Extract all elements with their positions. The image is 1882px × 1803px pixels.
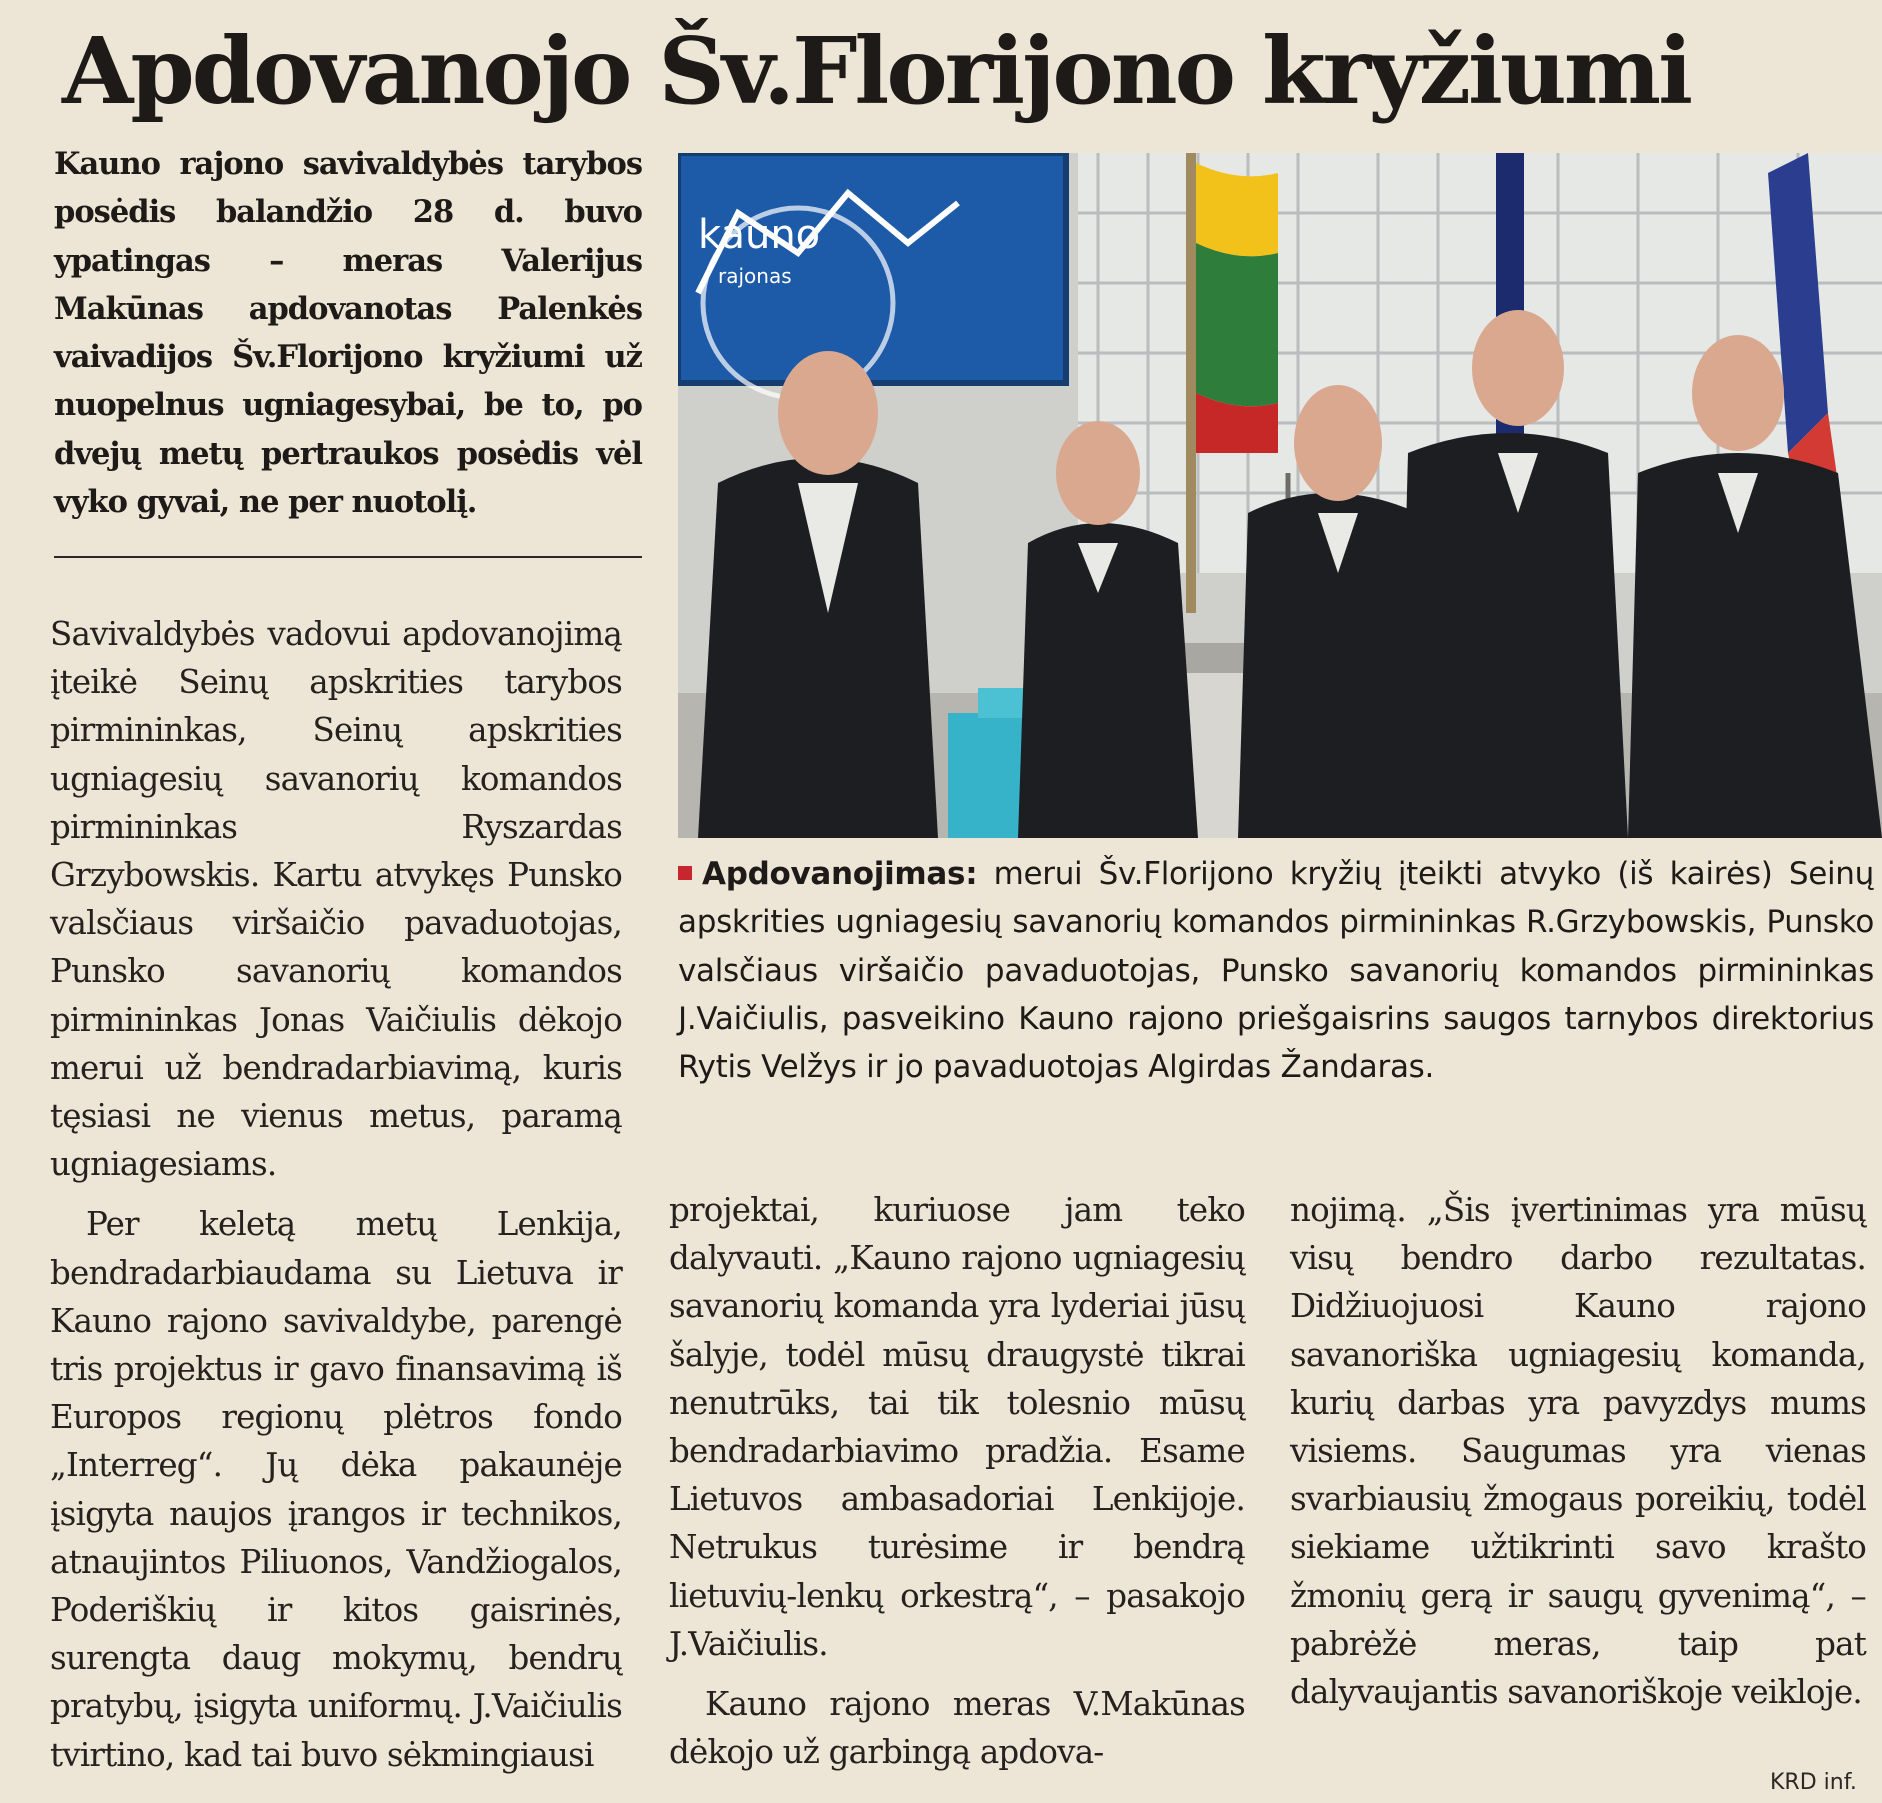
caption-label: Apdovanojimas: (702, 856, 978, 892)
photo-illustration (678, 153, 1882, 838)
screen-logo-line1: kauno (698, 212, 821, 258)
screen-logo-line2: rajonas (718, 264, 792, 288)
headline: Apdovanojo Šv.Florijono kryžiumi (62, 17, 1691, 125)
body-column-2 (669, 1186, 1245, 1776)
body-paragraph: Savivaldybės vadovui apdovanojimą įteikė Seinų apskrities tarybos pirmininkas, Seinų apskrities ugniagesių savanorių komandos pirmininkas Ryszardas Grzybowskis. Kartu atvykęs Punsko valsčiaus viršaičio pavaduotojas, Punsko savanorių komandos pirmininkas Jonas Vaičiulis dėkojo merui už bendradarbiavimą, kuris tęsiasi ne vienus metus, paramą ugniagesiams. (50, 615, 622, 1184)
body-column-3 (1290, 1186, 1866, 1716)
body-paragraph: projektai, kuriuose jam teko dalyvauti. „Kauno rajono ugniagesių savanorių komanda yra lyderiai jūsų šalyje, todėl mūsų draugystė tikrai nenutrūks, tai tik tolesnio mūsų bendradarbiavimo pradžia. Esame Lietuvos ambasadoriai Lenkijoje. Netrukus turėsime ir bendrą lietuvių-lenkų orkestrą“, – pasakojo J.Vaičiulis. (669, 1191, 1245, 1663)
caption-text: merui Šv.Florijono kryžių įteikti atvyko (iš kairės) Seinų apskrities ugniagesių savanorių komandos pirmininkas R.Grzybowskis, Punsko valsčiaus viršaičio pavaduotojas, Punsko savanorių komandos pirmininkas J.Vaičiulis, pasveikino Kauno rajono priešgaisrins saugos tarnybos direktorius Rytis Velžys ir jo pavaduotojas Algirdas Žandaras. (678, 856, 1874, 1086)
photo-caption (678, 850, 1874, 1091)
article-credit: KRD inf. (1770, 1770, 1857, 1795)
body-paragraph: Per keletą metų Lenkija, bendradarbiaudama su Lietuva ir Kauno rajono savivaldybe, parengė tris projektus ir gavo finansavimą iš Europos regionų plėtros fondo „Interreg“. Jų dėka pakaunėje įsigyta naujos įrangos ir technikos, atnaujintos Piliuonos, Vandžiogalos, Poderiškių ir kitos gaisrinės, surengta daug mokymų, bendrų pratybų, įsigyta uniformų. J.Vaičiulis tvirtino, kad tai buvo sėkmingiausi (50, 1205, 622, 1774)
body-paragraph: nojimą. „Šis įvertinimas yra mūsų visų bendro darbo rezultatas. Didžiuojuosi Kauno rajono savanoriška ugniagesių komanda, kurių darbas yra pavyzdys mums visiems. Saugumas yra vienas svarbiausių žmogaus poreikių, todėl siekiame užtikrinti savo krašto žmonių gerą ir saugų gyvenimą“, – pabrėžė meras, taip pat dalyvaujantis savanoriškoje veikloje. (1290, 1191, 1866, 1712)
body-paragraph: Kauno rajono meras V.Makūnas dėkojo už garbingą apdova- (669, 1685, 1245, 1772)
lead-paragraph: Kauno rajono savivaldybės tarybos posėdis balandžio 28 d. buvo ypatingas – meras Valerijus Makūnas apdovanotas Palenkės vaivadijos Šv.Florijono kryžiumi už nuopelnus ugniagesybai, be to, po dvejų metų pertraukos posėdis vėl vyko gyvai, ne per nuotolį. (54, 146, 642, 521)
body-column-1 (50, 610, 622, 1779)
article-photo (678, 153, 1882, 838)
caption-marker (678, 866, 692, 880)
lead-divider (54, 556, 642, 558)
